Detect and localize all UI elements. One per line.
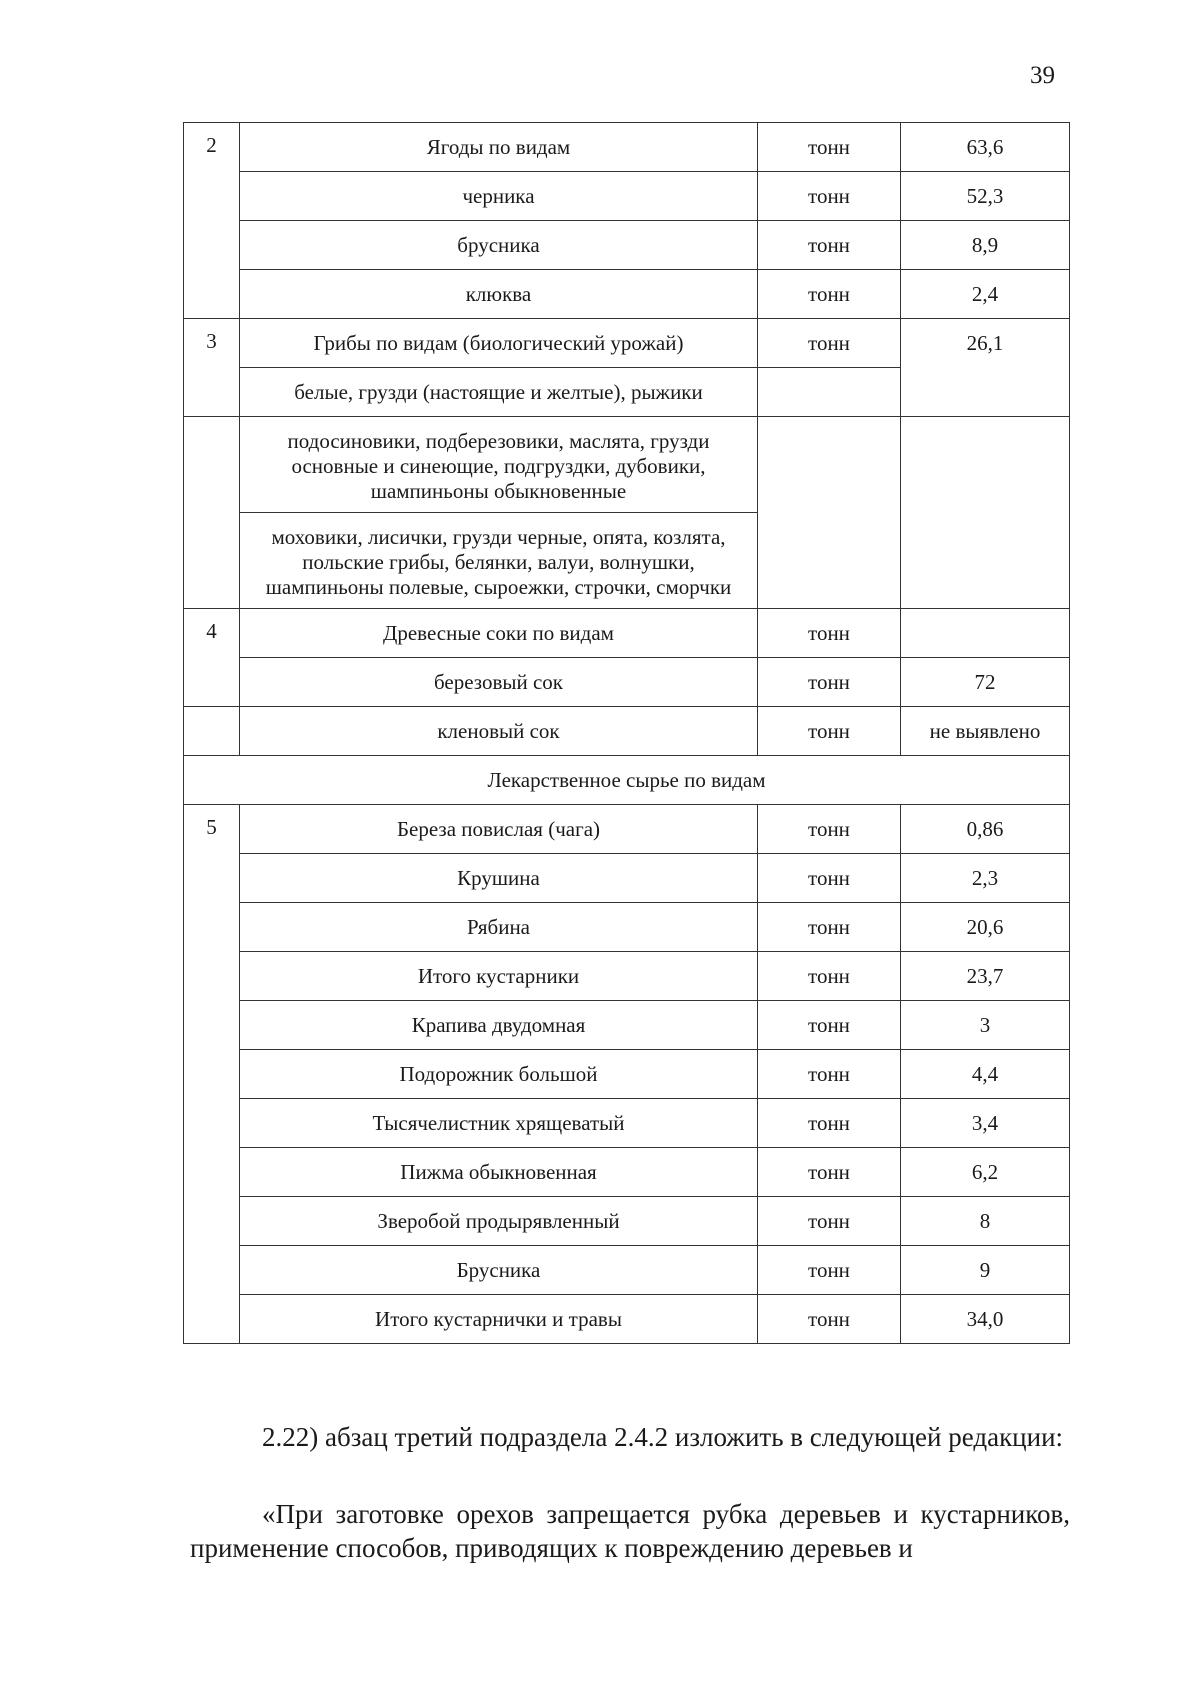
table-row [184, 221, 1070, 270]
table-row [184, 854, 1070, 903]
row-name: Брусника [240, 1246, 758, 1295]
row-unit-empty [758, 368, 901, 417]
row-number-empty [184, 417, 240, 609]
row-value: 8 [901, 1197, 1070, 1246]
table-row [184, 123, 1070, 172]
table-row [184, 1197, 1070, 1246]
table-row [184, 658, 1070, 707]
row-unit: тонн [758, 1197, 901, 1246]
row-name: Грибы по видам (биологический урожай) [240, 319, 758, 368]
row-name: Пижма обыкновенная [240, 1148, 758, 1197]
row-name: Крушина [240, 854, 758, 903]
row-name: кленовый сок [240, 707, 758, 756]
row-unit: тонн [758, 658, 901, 707]
row-unit: тонн [758, 319, 901, 368]
row-name: брусника [240, 221, 758, 270]
row-value: 52,3 [901, 172, 1070, 221]
row-value: 72 [901, 658, 1070, 707]
row-number: 3 [184, 319, 240, 417]
table-row [184, 1246, 1070, 1295]
row-unit: тонн [758, 805, 901, 854]
table-row [184, 417, 1070, 513]
row-unit-empty [758, 417, 901, 609]
row-value: 4,4 [901, 1050, 1070, 1099]
table-row [184, 1148, 1070, 1197]
table-row [184, 172, 1070, 221]
row-unit: тонн [758, 172, 901, 221]
row-name: Зверобой продырявленный [240, 1197, 758, 1246]
row-name: подосиновики, подберезовики, маслята, грузди основные и синеющие, подгруздки, дубовики, шампиньоны обыкновенные [240, 417, 758, 513]
quoted-paragraph [190, 1497, 1070, 1565]
row-name: Тысячелистник хрящеватый [240, 1099, 758, 1148]
row-unit: тонн [758, 1246, 901, 1295]
section-heading: Лекарственное сырье по видам [184, 756, 1070, 805]
row-name: Подорожник большой [240, 1050, 758, 1099]
table-row [184, 1295, 1070, 1344]
table-row [184, 1099, 1070, 1148]
table-row [184, 903, 1070, 952]
row-unit: тонн [758, 707, 901, 756]
amendment-text: 2.22) абзац третий подраздела 2.4.2 изложить в следующей редакции: [262, 1422, 1064, 1452]
row-name: клюква [240, 270, 758, 319]
resources-table [183, 122, 1070, 1344]
row-value: 34,0 [901, 1295, 1070, 1344]
row-name: Итого кустарники [240, 952, 758, 1001]
row-name: моховики, лисички, грузди черные, опята, козлята, польские грибы, белянки, валуи, волнушки, шампиньоны полевые, сыроежки, строчки, сморчки [240, 513, 758, 609]
row-value: не выявлено [901, 707, 1070, 756]
row-value: 63,6 [901, 123, 1070, 172]
page-number: 39 [1030, 62, 1055, 89]
row-value [901, 609, 1070, 658]
row-number: 5 [184, 805, 240, 1344]
row-name: Рябина [240, 903, 758, 952]
row-unit: тонн [758, 221, 901, 270]
table-row [184, 707, 1070, 756]
row-value: 23,7 [901, 952, 1070, 1001]
amendment-paragraph [190, 1420, 1070, 1454]
row-unit: тонн [758, 1001, 901, 1050]
row-name: Крапива двудомная [240, 1001, 758, 1050]
row-name: березовый сок [240, 658, 758, 707]
table-row [184, 1050, 1070, 1099]
row-value: 2,3 [901, 854, 1070, 903]
row-value: 20,6 [901, 903, 1070, 952]
row-unit: тонн [758, 123, 901, 172]
quoted-text: «При заготовке орехов запрещается рубка деревьев и кустарников, применение способов, приводящих к повреждению деревьев и [190, 1499, 1070, 1563]
row-number: 2 [184, 123, 240, 319]
row-unit: тонн [758, 270, 901, 319]
table-row [184, 1001, 1070, 1050]
row-number: 4 [184, 609, 240, 707]
row-value: 6,2 [901, 1148, 1070, 1197]
row-name: Ягоды по видам [240, 123, 758, 172]
row-name: Береза повислая (чага) [240, 805, 758, 854]
row-name: Древесные соки по видам [240, 609, 758, 658]
table-row [184, 952, 1070, 1001]
table-row [184, 319, 1070, 368]
row-value: 8,9 [901, 221, 1070, 270]
row-value: 3,4 [901, 1099, 1070, 1148]
row-unit: тонн [758, 1295, 901, 1344]
table-row [184, 609, 1070, 658]
row-value: 0,86 [901, 805, 1070, 854]
row-unit: тонн [758, 1099, 901, 1148]
row-value: 26,1 [901, 319, 1070, 417]
row-name: белые, грузди (настоящие и желтые), рыжики [240, 368, 758, 417]
row-value-empty [901, 417, 1070, 609]
row-unit: тонн [758, 854, 901, 903]
row-number-empty [184, 707, 240, 756]
table-row [184, 270, 1070, 319]
row-name: Итого кустарнички и травы [240, 1295, 758, 1344]
row-name: черника [240, 172, 758, 221]
row-unit: тонн [758, 609, 901, 658]
row-value: 2,4 [901, 270, 1070, 319]
row-unit: тонн [758, 952, 901, 1001]
row-unit: тонн [758, 903, 901, 952]
table-row [184, 805, 1070, 854]
section-row [184, 756, 1070, 805]
row-unit: тонн [758, 1050, 901, 1099]
row-unit: тонн [758, 1148, 901, 1197]
row-value: 3 [901, 1001, 1070, 1050]
row-value: 9 [901, 1246, 1070, 1295]
